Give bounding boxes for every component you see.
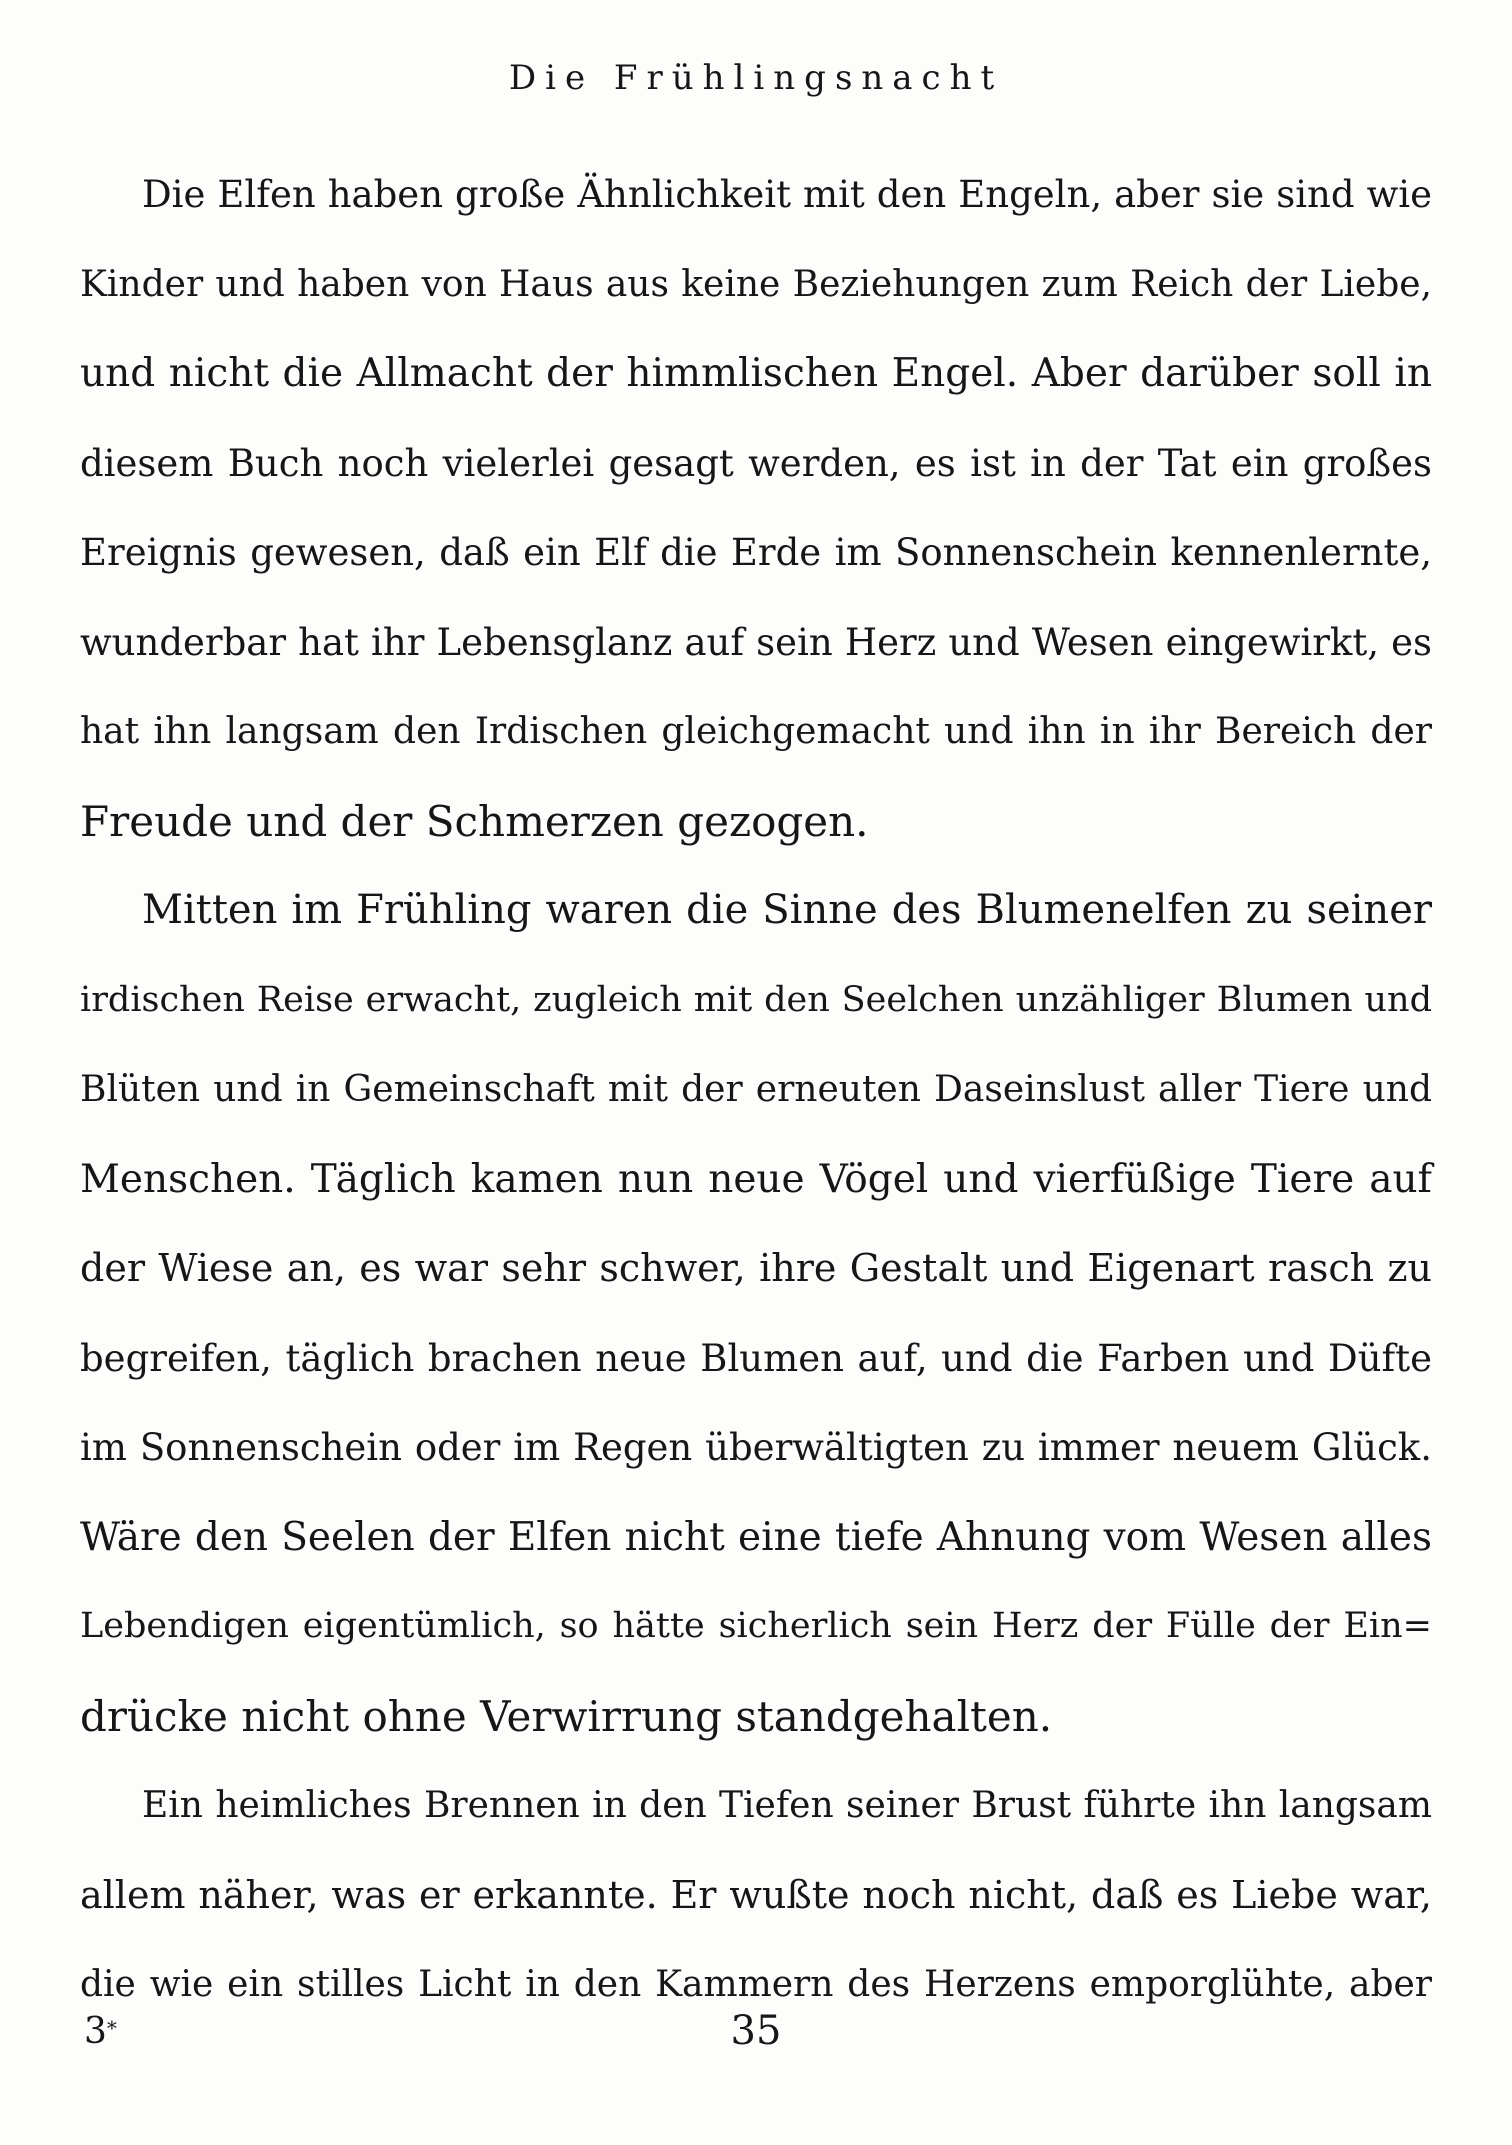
text-line: hat ihn langsam den Irdischen gleichgemacht und ihn in ihr Bereich der xyxy=(80,711,1432,752)
text-line: allem näher, was er erkannte. Er wußte noch nicht, daß es Liebe war, xyxy=(80,1872,1432,1917)
text-line: Ein heimliches Brennen in den Tiefen seiner Brust führte ihn langsam xyxy=(142,1785,1432,1826)
paragraph-1 xyxy=(80,150,1432,866)
text-line: und nicht die Allmacht der himmlischen Engel. Aber darüber soll in xyxy=(80,351,1432,396)
text-line: im Sonnenschein oder im Regen überwältigten zu immer neuem Glück. xyxy=(80,1426,1432,1469)
text-line: Wäre den Seelen der Elfen nicht eine tiefe Ahnung vom Wesen alles xyxy=(80,1514,1432,1560)
paragraph-2 xyxy=(80,866,1432,1761)
text-line: Kinder und haben von Haus aus keine Beziehungen zum Reich der Liebe, xyxy=(80,263,1432,305)
text-line: diesem Buch noch vielerlei gesagt werden, es ist in der Tat ein großes xyxy=(80,441,1432,485)
signature-number: 3 xyxy=(84,2011,107,2052)
text-line: irdischen Reise erwacht, zugleich mit den Seelchen unzähliger Blumen und xyxy=(80,979,1432,1020)
text-line: begreifen, täglich brachen neue Blumen auf, und die Farben und Düfte xyxy=(80,1336,1432,1380)
signature-asterisk: * xyxy=(106,2016,117,2040)
text-line: Ereignis gewesen, daß ein Elf die Erde im Sonnenschein kennenlernte, xyxy=(80,531,1432,574)
running-title: Die Frühlingsnacht xyxy=(508,58,1004,98)
text-line: Freude und der Schmerzen gezogen. xyxy=(80,796,869,846)
text-line: Blüten und in Gemeinschaft mit der erneuten Daseinslust aller Tiere und xyxy=(80,1069,1432,1110)
paragraph-3 xyxy=(80,1761,1432,2030)
text-line: drücke nicht ohne Verwirrung standgehalten. xyxy=(80,1691,1053,1741)
page-number: 35 xyxy=(730,2008,782,2054)
text-line: Die Elfen haben große Ähnlichkeit mit den Engeln, aber sie sind wie xyxy=(142,173,1432,216)
text-line: die wie ein stilles Licht in den Kammern des Herzens emporglühte, aber xyxy=(80,1964,1432,2005)
text-line: wunderbar hat ihr Lebensglanz auf sein Herz und Wesen eingewirkt, es xyxy=(80,620,1432,664)
text-line: Menschen. Täglich kamen nun neue Vögel und vierfüßige Tiere auf xyxy=(80,1156,1432,1202)
text-line: Lebendigen eigentümlich, so hätte sicherlich sein Herz der Fülle der Ein= xyxy=(80,1606,1432,1646)
body-text xyxy=(80,150,1432,2030)
text-line: der Wiese an, es war sehr schwer, ihre Gestalt und Eigenart rasch zu xyxy=(80,1246,1432,1290)
text-line: Mitten im Frühling waren die Sinne des Blumenelfen zu seiner xyxy=(142,887,1432,933)
